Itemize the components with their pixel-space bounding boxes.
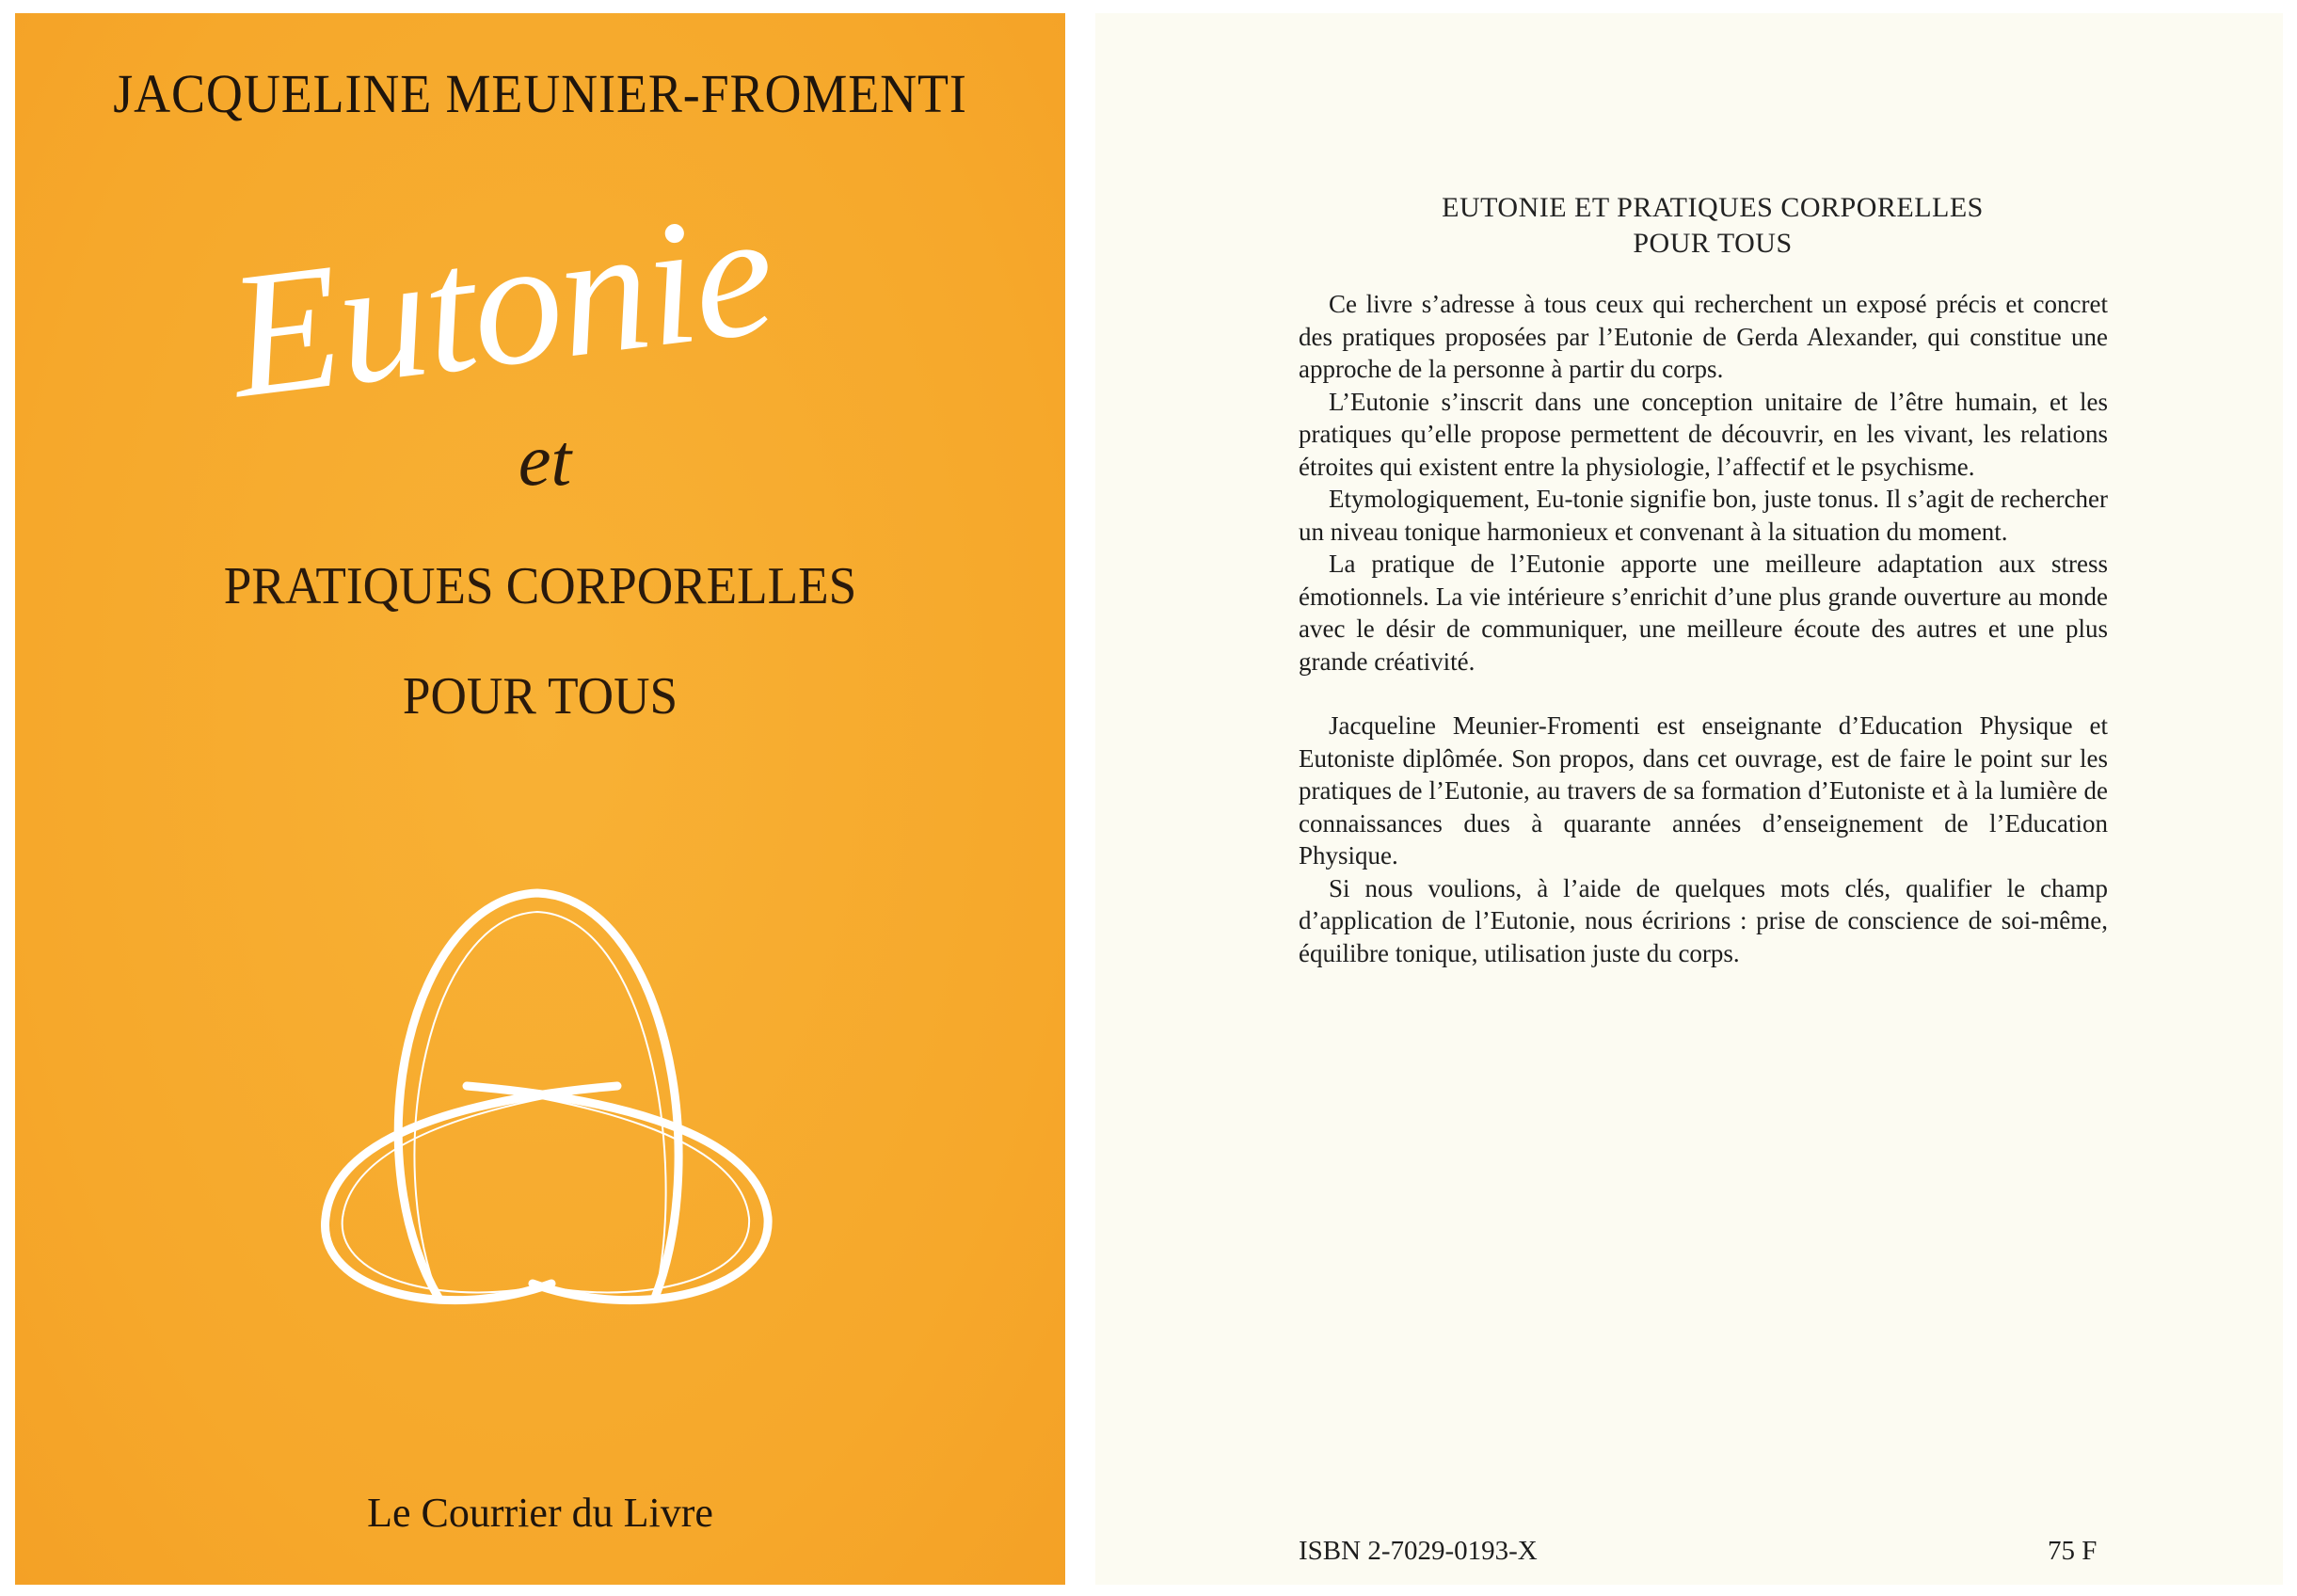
subtitle-line-2: POUR TOUS (402, 667, 678, 726)
trefoil-knot-icon (297, 870, 787, 1312)
back-cover-title (1095, 190, 2283, 262)
blurb-text (1299, 288, 2108, 969)
isbn-number: ISBN 2-7029-0193-X (1299, 1536, 1538, 1566)
author-bio-paragraph: Jacqueline Meunier-Fromenti est enseignante d’Education Physique et Eutoniste diplômée. Son propos, dans cet ouvrage, est de faire le point sur les pratiques de l’Eutonie, au travers de sa formation d’Eutoniste et à la lumière de connaissances dues à quarante années d’enseignement de l’Education Physique. (1299, 711, 2108, 870)
blurb-paragraph: Etymologiquement, Eu-tonie signifie bon, juste tonus. Il s’agit de rechercher un niveau tonique harmonieux et convenant à la situation du moment. (1299, 485, 2108, 546)
author-name: JACQUELINE MEUNIER-FROMENTI (113, 63, 967, 124)
subtitle-line-1: PRATIQUES CORPORELLES (223, 557, 857, 615)
back-cover (1095, 13, 2283, 1585)
front-cover (15, 13, 1065, 1585)
publisher-name: Le Courrier du Livre (367, 1490, 713, 1536)
back-title-line-2: POUR TOUS (1633, 228, 1793, 259)
blurb-paragraph: L’Eutonie s’inscrit dans une conception unitaire de l’être humain, et les pratiques qu’elle propose permettent de découvrir, en les vivant, les relations étroites qui existent entre la physiologie, l’affectif et le psychisme. (1299, 387, 2108, 481)
title-connector: et (518, 419, 572, 501)
blurb-paragraph: Si nous voulions, à l’aide de quelques mots clés, qualifier le champ d’application de l’Eutonie, nous écririons : prise de conscience de soi-même, équilibre tonique, utilisation juste du corps. (1299, 873, 2108, 967)
book-title: Eutonie (219, 173, 783, 437)
blurb-paragraph: La pratique de l’Eutonie apporte une meilleure adaptation aux stress émotionnels. La vie intérieure s’enrichit d’une plus grande ouverture au monde avec le désir de communiquer, une meilleure écoute des autres et une plus grande créativité. (1299, 550, 2108, 676)
back-title-line-1: EUTONIE ET PRATIQUES CORPORELLES (1442, 192, 1984, 223)
price-label: 75 F (2048, 1536, 2098, 1566)
blurb-paragraph: Ce livre s’adresse à tous ceux qui recherchent un exposé précis et concret des pratiques proposées par l’Eutonie de Gerda Alexander, qui constitue une approche de la personne à partir du corps. (1299, 290, 2108, 383)
